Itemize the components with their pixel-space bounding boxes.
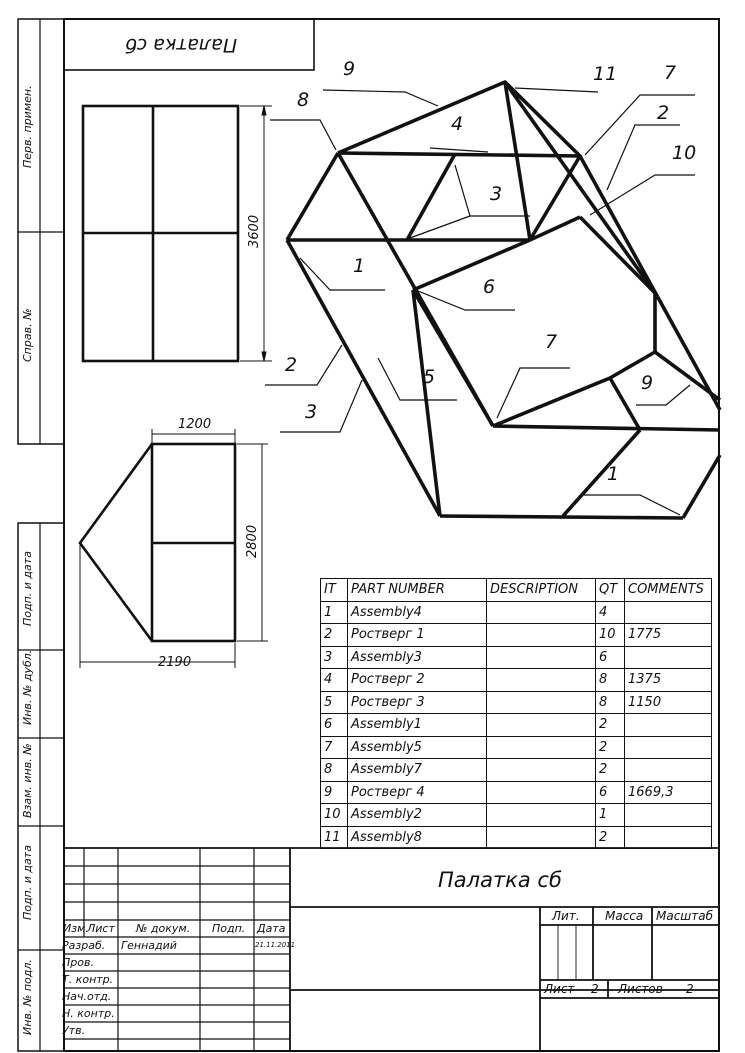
callout-2-left: 2 (285, 354, 298, 376)
tb-massa-label: Масса (605, 909, 644, 923)
cell-it: 9 (321, 781, 348, 804)
cell-it: 10 (321, 804, 348, 827)
callout-1-top: 1 (353, 255, 366, 277)
cell-it: 7 (321, 736, 348, 759)
cell-part-number: Assembly2 (348, 804, 487, 827)
tb-listov-value: 2 (686, 982, 694, 996)
margin-label-inv-no-dubl: Инв. № дубл. (21, 649, 34, 725)
cell-qt: 6 (596, 646, 625, 669)
callout-6: 6 (483, 276, 496, 298)
callout-9-right: 9 (641, 372, 654, 394)
cell-qt: 10 (596, 624, 625, 647)
tb-header-no-dokum: № докум. (136, 922, 191, 935)
tb-listov-label: Листов (618, 982, 663, 996)
tb-role-razrab: Разраб. (62, 939, 106, 952)
cell-part-number: Assembly7 (348, 759, 487, 782)
tb-header-izm: Изм. (63, 922, 89, 935)
cell-it: 3 (321, 646, 348, 669)
cell-part-number: Assembly1 (348, 714, 487, 737)
margin-label-sprav-no: Справ. № (21, 308, 34, 362)
cell-it: 11 (321, 826, 348, 849)
cell-part-number: Ростверг 4 (348, 781, 487, 804)
cell-qt: 2 (596, 736, 625, 759)
cell-part-number: Assembly5 (348, 736, 487, 759)
tb-date: 21.11.2011 (255, 941, 296, 949)
tb-role-n-kontr: Н. контр. (62, 1007, 115, 1020)
cell-qt: 2 (596, 759, 625, 782)
tb-header-podp: Подп. (212, 922, 246, 935)
dim-3600-label: 3600 (247, 214, 262, 248)
header-qt: QT (596, 579, 625, 602)
cell-it: 6 (321, 714, 348, 737)
cell-part-number: Assembly4 (348, 601, 487, 624)
cell-part-number: Ростверг 3 (348, 691, 487, 714)
cell-qt: 4 (596, 601, 625, 624)
cell-part-number: Ростверг 1 (348, 624, 487, 647)
tb-role-t-kontr: Т. контр. (62, 973, 114, 986)
callout-11: 11 (593, 63, 618, 85)
margin-label-vzam-inv-no: Взам. инв. № (21, 743, 34, 818)
tb-lit-label: Лит. (552, 909, 580, 923)
callout-1-bottom: 1 (607, 463, 620, 485)
cell-part-number: Assembly8 (348, 826, 487, 849)
callout-3-top: 3 (490, 183, 503, 205)
margin-label-perv-primen: Перв. примен. (21, 85, 34, 168)
cell-it: 1 (321, 601, 348, 624)
cell-qt: 1 (596, 804, 625, 827)
header-part-number: PART NUMBER (348, 579, 487, 602)
cell-it: 2 (321, 624, 348, 647)
callout-8: 8 (297, 89, 310, 111)
cell-part-number: Assembly3 (348, 646, 487, 669)
header-comments: COMMENTS (625, 579, 712, 602)
cell-comments: 1375 (625, 669, 712, 692)
cell-qt: 6 (596, 781, 625, 804)
callout-9-top: 9 (343, 58, 356, 80)
callout-10: 10 (672, 142, 697, 164)
header-description: DESCRIPTION (487, 579, 596, 602)
callout-4: 4 (451, 113, 464, 135)
margin-label-podp-i-data-2: Подп. и дата (21, 845, 34, 920)
callout-5: 5 (423, 366, 436, 388)
tb-role-utv: Утв. (62, 1024, 86, 1037)
margin-label-inv-no-podl: Инв. № подл. (21, 959, 34, 1035)
tb-header-list: Лист (87, 922, 115, 935)
cell-qt: 8 (596, 669, 625, 692)
callout-7-mid: 7 (545, 331, 558, 353)
tb-developer: Геннадий (121, 939, 177, 952)
cell-qt: 2 (596, 714, 625, 737)
dim-2800-label: 2800 (245, 524, 260, 558)
cell-it: 8 (321, 759, 348, 782)
tb-list-value: 2 (591, 982, 599, 996)
tb-list-label: Лист (544, 982, 575, 996)
cell-comments: 1775 (625, 624, 712, 647)
callout-7-top: 7 (664, 62, 677, 84)
cell-comments: 1150 (625, 691, 712, 714)
tb-role-nach-otd: Нач.отд. (62, 990, 112, 1003)
dim-1200-label: 1200 (178, 417, 212, 432)
title-block-title: Палатка сб (438, 868, 562, 892)
tb-masshtab-label: Масштаб (656, 909, 714, 923)
dim-2190-label: 2190 (158, 655, 192, 670)
tb-role-prov: Пров. (62, 956, 94, 969)
margin-label-podp-i-data-1: Подп. и дата (21, 551, 34, 626)
cell-it: 5 (321, 691, 348, 714)
cell-part-number: Ростверг 2 (348, 669, 487, 692)
cell-it: 4 (321, 669, 348, 692)
callout-3-left: 3 (305, 401, 318, 423)
header-it: IT (321, 579, 348, 602)
cell-qt: 8 (596, 691, 625, 714)
tb-header-data: Дата (257, 922, 286, 935)
stamp-title-mirrored: Палатка сб (125, 34, 238, 56)
callout-2-right: 2 (657, 102, 670, 124)
cell-comments: 1669,3 (625, 781, 712, 804)
cell-qt: 2 (596, 826, 625, 849)
